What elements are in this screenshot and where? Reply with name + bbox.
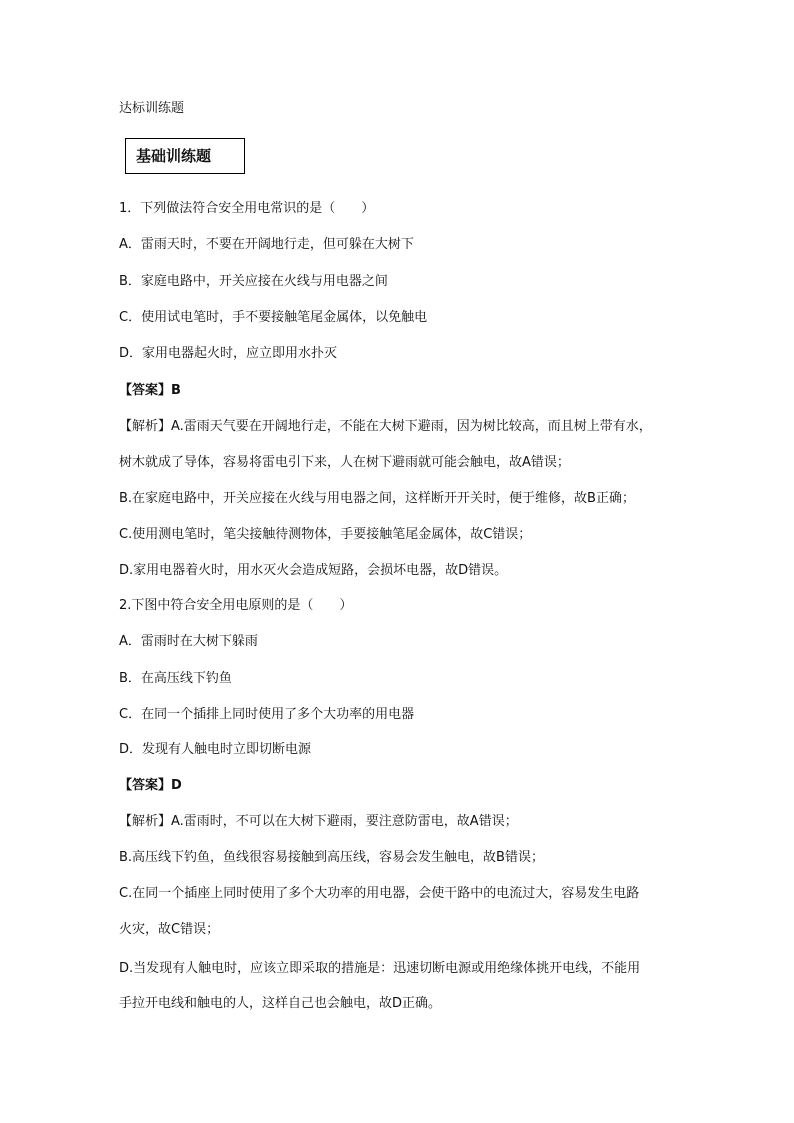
question-1-answer: 【答案】B bbox=[119, 383, 181, 398]
section-box bbox=[125, 138, 245, 174]
question-1-analysis-line: C.使用测电笔时，笔尖接触待测物体，手要接触笔尾金属体，故C错误； bbox=[119, 527, 532, 542]
question-2-analysis-line: 火灾，故C错误； bbox=[119, 922, 220, 937]
question-2-analysis-line: 【解析】A.雷雨时，不可以在大树下避雨，要注意防雷电，故A错误； bbox=[119, 814, 518, 829]
question-1-analysis-line: D.家用电器着火时，用水灭火会造成短路，会损坏电器，故D错误。 bbox=[119, 563, 508, 578]
question-1-option-a: A．雷雨天时，不要在开阔地行走，但可躲在大树下 bbox=[119, 237, 414, 252]
question-1-analysis-line: 树木就成了导体，容易将雷电引下来，人在树下避雨就可能会触电，故A错误； bbox=[119, 455, 570, 470]
section-title: 基础训练题 bbox=[136, 147, 212, 165]
question-2-option-a: A．雷雨时在大树下躲雨 bbox=[119, 634, 258, 649]
question-1-analysis-line: 【解析】A.雷雨天气要在开阔地行走，不能在大树下避雨，因为树比较高，而且树上带有水， bbox=[119, 419, 652, 434]
question-2-analysis-line: D.当发现有人触电时，应该立即采取的措施是：迅速切断电源或用绝缘体挑开电线，不能用 bbox=[119, 961, 641, 976]
question-2-analysis-line: B.高压线下钓鱼，鱼线很容易接触到高压线，容易会发生触电，故B错误； bbox=[119, 850, 544, 865]
doc-title: 达标训练题 bbox=[119, 101, 185, 116]
question-2-option-b: B．在高压线下钓鱼 bbox=[119, 671, 232, 686]
question-2-answer: 【答案】D bbox=[119, 778, 182, 793]
question-2-analysis-line: C.在同一个插座上同时使用了多个大功率的用电器，会使干路中的电流过大，容易发生电路 bbox=[119, 886, 640, 901]
question-1-analysis-line: B.在家庭电路中，开关应接在火线与用电器之间，这样断开开关时，便于维修，故B正确； bbox=[119, 491, 635, 506]
question-1-stem: 1．下列做法符合安全用电常识的是（ ） bbox=[119, 201, 375, 216]
question-2-option-d: D．发现有人触电时立即切断电源 bbox=[119, 742, 312, 757]
question-1-option-d: D．家用电器起火时，应立即用水扑灭 bbox=[119, 346, 338, 361]
question-1-option-b: B．家庭电路中，开关应接在火线与用电器之间 bbox=[119, 274, 388, 289]
question-2-stem: 2.下图中符合安全用电原则的是（ ） bbox=[119, 598, 353, 613]
question-2-analysis-line: 手拉开电线和触电的人，这样自己也会触电，故D正确。 bbox=[119, 996, 442, 1011]
question-1-option-c: C．使用试电笔时，手不要接触笔尾金属体，以免触电 bbox=[119, 310, 428, 325]
question-2-option-c: C．在同一个插排上同时使用了多个大功率的用电器 bbox=[119, 707, 415, 722]
